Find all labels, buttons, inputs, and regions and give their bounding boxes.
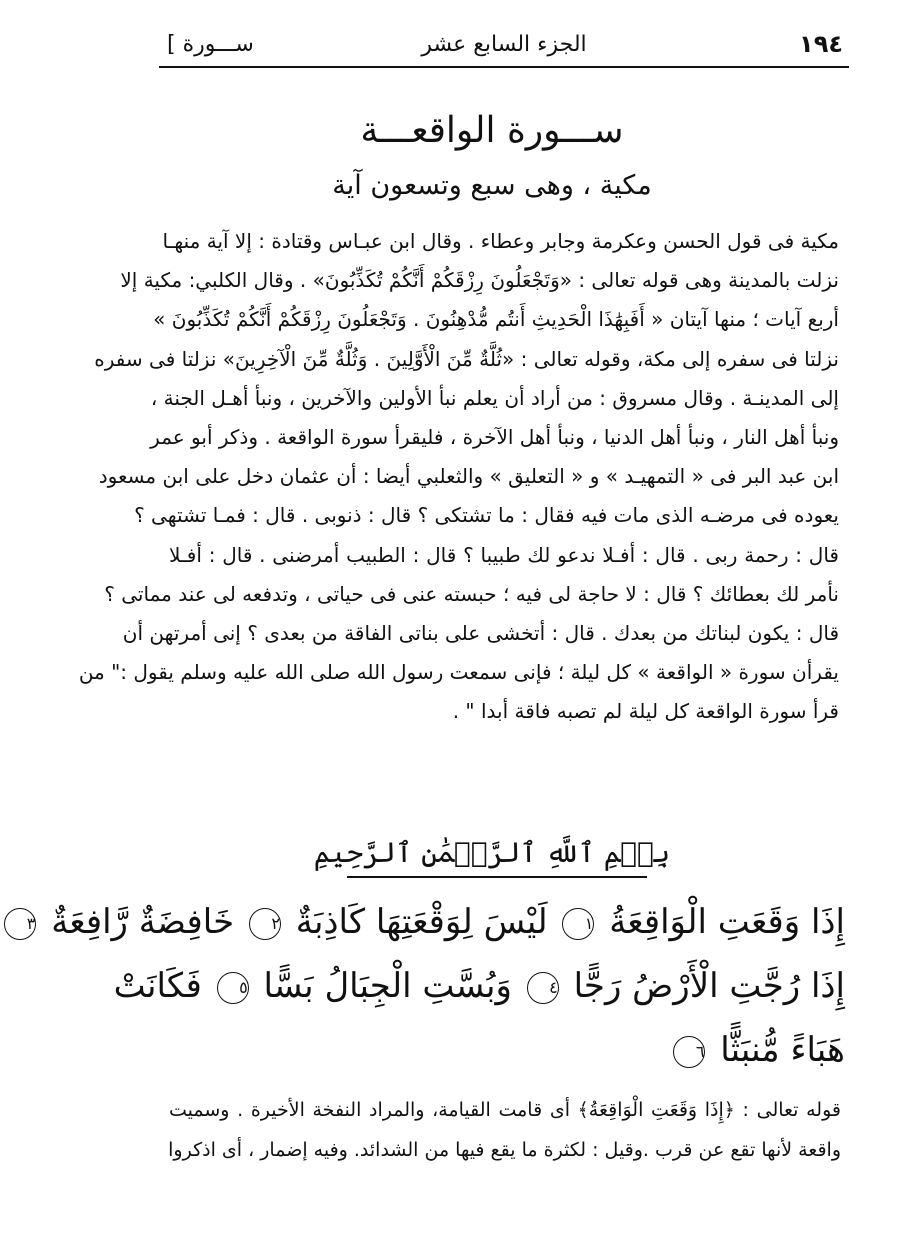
surah-subtitle: مكية ، وهى سبع وتسعون آية <box>332 170 652 201</box>
ayah-number-marker: ٥ <box>217 972 249 1004</box>
intro-line: نزلتا فى سفره إلى مكة، وقوله تعالى : «ثُلَّةٌ مِّنَ الْأَوَّلِينَ . وَثُلَّةٌ مِّنَ الْآخِرِينَ» نزلتا فى سفره <box>94 346 839 371</box>
ayah-number-marker: ٢ <box>249 908 281 940</box>
basmala-underline <box>347 876 647 878</box>
intro-line: نأمر لك بعطائك ؟ قال : لا حاجة لى فيه ؛ حبسته عنى فى حياتى ، وتدفعه لى عند مماتى ؟ <box>104 581 839 606</box>
running-header <box>159 26 849 66</box>
intro-line: نزلت بالمدينة وهى قوله تعالى : «وَتَجْعَلُونَ رِزْقَكُمْ أَنَّكُمْ تُكَذِّبُونَ» . وقال الكلبي: مكية إلا <box>120 268 839 293</box>
surah-title: ســـورة الواقعـــة <box>360 110 624 151</box>
commentary-line: قوله تعالى : ﴿إِذَا وَقَعَتِ الْوَاقِعَةُ﴾ أى قامت القيامة، والمراد النفخة الأخيرة . وسميت <box>169 1099 841 1121</box>
header-rule <box>159 66 849 68</box>
intro-line: يقرأن سورة « الواقعة » كل ليلة ؛ فإنى سمعت رسول الله صلى الله عليه وسلم يقول :" من <box>78 660 839 685</box>
commentary-line: واقعة لأنها تقع عن قرب .وقيل : لكثرة ما يقع فيها من الشدائد. وفيه إضمار ، أى اذكروا <box>168 1139 841 1161</box>
verse-text: لَيْسَ لِوَقْعَتِهَا كَاذِبَةٌ <box>295 902 548 942</box>
page-number: ١٩٤ <box>799 30 843 58</box>
intro-line: ابن عبد البر فى « التمهيـد » و « التعليق » والثعلبي أيضا : أن عثمان دخل على ابن مسعود <box>98 464 839 489</box>
ayah-number-marker: ٣ <box>4 908 36 940</box>
intro-line: قال : رحمة ربى . قال : أفـلا ندعو لك طبيبا ؟ قال : الطبيب أمرضنى . قال : أفـلا <box>169 542 839 567</box>
book-page <box>26 0 905 1256</box>
verse-text: وَبُسَّتِ الْجِبَالُ بَسًّا <box>263 966 512 1006</box>
verse-text: هَبَاءً مُّنبَثًّا <box>720 1030 845 1070</box>
verse-text: إِذَا رُجَّتِ الْأَرْضُ رَجًّا <box>573 966 845 1006</box>
commentary-paragraph <box>169 1090 841 1170</box>
header-part-title: الجزء السابع عشر <box>421 32 587 57</box>
verse-line <box>167 1018 845 1082</box>
intro-line: أربع آيات ؛ منها آيتان « أَفَبِهَٰذَا الْحَدِيثِ أَنتُم مُّدْهِنُونَ . وَتَجْعَلُونَ رِزْقَكُمْ أَنَّكُمْ تُكَذِّبُونَ » <box>153 307 839 332</box>
header-surah-label: [ ســـورة <box>167 32 254 57</box>
ayah-number-marker: ٦ <box>673 1036 705 1068</box>
intro-line: إلى المدينـة . وقال مسروق : من أراد أن يعلم نبأ الأولين والآخرين ، ونبأ أهـل الجنة ، <box>150 385 839 410</box>
intro-line: قرأ سورة الواقعة كل ليلة لم تصبه فاقة أبدا " . <box>452 699 839 724</box>
intro-line: قال : يكون لبناتك من بعدك . قال : أتخشى على بناتى الفاقة من بعدى ؟ إنى أمرتهن أن <box>122 620 839 645</box>
intro-line: مكية فى قول الحسن وعكرمة وجابر وعطاء . وقال ابن عبـاس وقتادة : إلا آية منهـا <box>162 229 839 253</box>
verse-text: فَكَانَتْ <box>113 966 202 1006</box>
verse-line <box>26 890 845 954</box>
intro-line: ونبأ أهل النار ، ونبأ أهل الدنيا ، ونبأ أهل الآخرة ، فليقرأ سورة الواقعة . وذكر أبو عمر <box>150 424 839 449</box>
ayah-number-marker: ٤ <box>527 972 559 1004</box>
verse-text: خَافِضَةٌ رَّافِعَةٌ <box>51 902 235 942</box>
verse-line <box>113 954 845 1018</box>
ayah-number-marker: ١ <box>562 908 594 940</box>
intro-line: يعوده فى مرضـه الذى مات فيه فقال : ما تشتكى ؟ قال : ذنوبى . قال : فمـا تشتهى ؟ <box>134 503 839 528</box>
intro-paragraph <box>78 222 839 731</box>
verse-text: إِذَا وَقَعَتِ الْوَاقِعَةُ <box>609 902 845 942</box>
basmala: بِسۡمِ ٱللَّهِ ٱلرَّحۡمَٰنِ ٱلرَّحِيمِ <box>313 836 671 869</box>
quran-verses <box>26 890 845 1082</box>
